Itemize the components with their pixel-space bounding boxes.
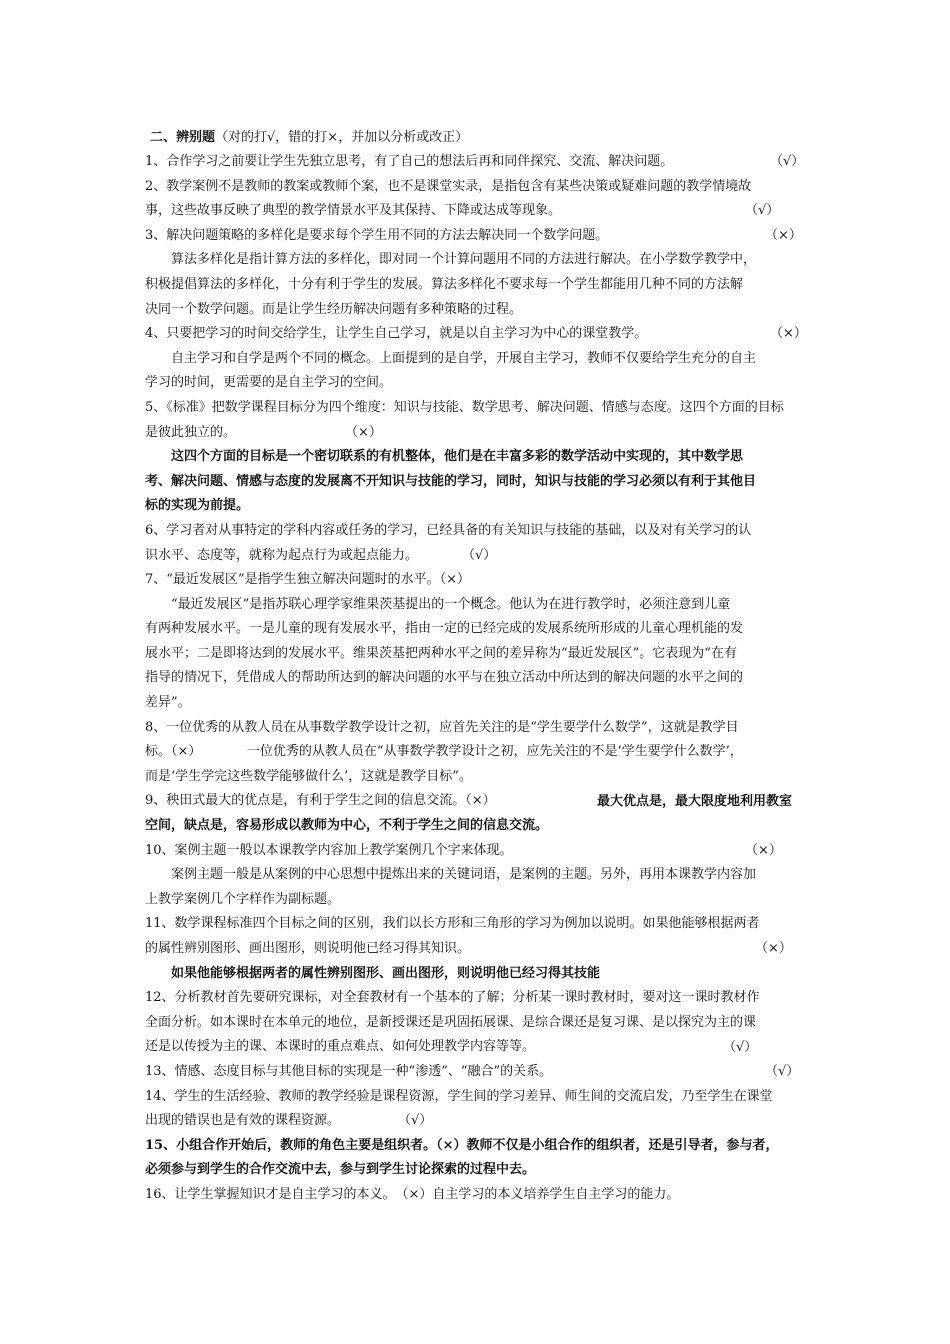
- q13-mark: （√）: [765, 1064, 800, 1079]
- q5-answer-3: 标的实现为前提。: [145, 498, 250, 514]
- q3-line: 3、解决问题策略的多样化是要求每个学生用不同的方法去解决同一个数学问题。: [145, 227, 609, 243]
- q1-mark: （√）: [770, 154, 805, 169]
- q4-line: 4、只要把学习的时间交给学生，让学生自己学习，就是以自主学习为中心的课堂教学。: [145, 326, 648, 342]
- q14-line-2: 出现的错误也是有效的课程资源。: [145, 1113, 341, 1129]
- q15-line-1: 15、小组合作开始后，教师的角色主要是组织者。（×）教师不仅是小组合作的组织者，还是引导者，参与者，: [145, 1137, 779, 1153]
- q5-mark: （×）: [345, 425, 382, 440]
- section-title: 二、辨别题: [150, 130, 216, 145]
- q7-answer-5: 差异”。: [145, 695, 191, 711]
- section-instruction: （对的打√，错的打×，并加以分析或改正）: [215, 130, 469, 145]
- q9-answer-1: 最大优点是，最大限度地利用教室: [597, 794, 793, 809]
- q7-answer-1: “最近发展区”是指苏联心理学家维果茨基提出的一个概念。他认为在进行教学时，必须注意到儿童: [145, 596, 731, 612]
- q6-line-2: 识水平、态度等，就称为起点行为或起点能力。: [145, 547, 419, 563]
- q7-line: 7、“最近发展区”是指学生独立解决问题时的水平。（×）: [145, 572, 470, 588]
- q5-answer-1: 这四个方面的目标是一个密切联系的有机整体，他们是在丰富多彩的数学活动中实现的，其中数学思: [145, 449, 744, 465]
- q9-line: 9、秧田式最大的优点是，有利于学生之间的信息交流。（×）: [145, 793, 496, 809]
- q4-mark: （×）: [770, 326, 807, 341]
- q11-answer: 如果他能够根据两者的属性辨别图形、画出图形，则说明他已经习得其技能: [145, 965, 601, 981]
- q8-line-2: 标。（×） 一位优秀的从教人员在“从事数学教学设计之初，应先关注的不是‘学生要学什么数学’，: [145, 744, 743, 760]
- q10-answer-2: 上教学案例几个字样作为副标题。: [145, 891, 341, 907]
- q7-answer-4: 指导的情况下，凭借成人的帮助所达到的解决问题的水平与在独立活动中所达到的解决问题的水平之间的: [145, 670, 744, 686]
- q14-mark: （√）: [398, 1113, 433, 1128]
- q10-mark: （×）: [745, 843, 782, 858]
- q6-mark: （√）: [462, 548, 497, 563]
- q11-mark: （×）: [755, 941, 792, 956]
- q13-line: 13、情感、态度目标与其他目标的实现是一种“渗透”、“融合”的关系。: [145, 1063, 553, 1079]
- q2-line-2: 事，这些故事反映了典型的教学情景水平及其保持、下降或达成等现象。: [145, 203, 562, 219]
- q11-line-1: 11、数学课程标准四个目标之间的区别，我们以长方形和三角形的学习为例加以说明。如果他能够根据两者: [145, 916, 760, 932]
- q7-answer-3: 展水平；二是即将达到的发展水平。维果茨基把两种水平之间的差异称为“最近发展区”。它表现为“在有: [145, 645, 737, 661]
- q4-answer-2: 学习的时间，更需要的是自主学习的空间。: [145, 375, 393, 391]
- q16-line: 16、让学生掌握知识才是自主学习的本义。 （×）自主学习的本义培养学生自主学习的能力。: [145, 1186, 680, 1202]
- q5-answer-2: 考、解决问题、情感与态度的发展离不开知识与技能的学习，同时，知识与技能的学习必须以有利于其他目: [145, 473, 757, 489]
- q8-line-3: 而是‘学生学完这些数学能够做什么’，这就是教学目标”。: [145, 768, 472, 784]
- q5-line-2: 是彼此独立的。: [145, 424, 237, 440]
- q3-mark: （×）: [765, 228, 802, 243]
- q6-line-1: 6、学习者对从事特定的学科内容或任务的学习，已经具备的有关知识与技能的基础，以及对有关学习的认: [145, 522, 752, 538]
- q12-line-2: 全面分析。如本课时在本单元的地位，是新授课还是巩固拓展课、是综合课还是复习课、是以探究为主的课: [145, 1014, 757, 1030]
- q12-line-1: 12、分析教材首先要研究课标，对全套教材有一个基本的了解；分析某一课时教材时，要对这一课时教材作: [145, 990, 760, 1006]
- q9-answer-2: 空间，缺点是，容易形成以教师为中心，不利于学生之间的信息交流。: [145, 818, 549, 834]
- q2-mark: （√）: [745, 203, 780, 218]
- q3-answer-1: 算法多样化是指计算方法的多样化，即对同一个计算问题用不同的方法进行解决。在小学数学教学中，: [145, 252, 757, 268]
- q8-line-1: 8、一位优秀的从教人员在从事数学教学设计之初，应首先关注的是“学生要学什么数学”，这就是教学目: [145, 719, 739, 735]
- q3-answer-3: 决同一个数学问题。而是让学生经历解决问题有多种策略的过程。: [145, 301, 523, 317]
- q12-mark: （√）: [723, 1040, 758, 1055]
- q10-answer-1: 案例主题一般是从案例的中心思想中提炼出来的关键词语，是案例的主题。另外，再用本课教学内容加: [145, 867, 757, 883]
- q11-line-2: 的属性辨别图形、画出图形，则说明他已经习得其知识。: [145, 941, 471, 956]
- q3-answer-2: 积极提倡算法的多样化，十分有利于学生的发展。算法多样化不要求每一个学生都能用几种不同的方法解: [145, 276, 744, 292]
- q7-answer-2: 有两种发展水平。一是儿童的现有发展水平，指由一定的已经完成的发展系统所形成的儿童心理机能的发: [145, 621, 744, 637]
- q5-line-1: 5、《标准》把数学课程目标分为四个维度：知识与技能、数学思考、解决问题、情感与态度。这四个方面的目标: [145, 399, 784, 415]
- q4-answer-1: 自主学习和自学是两个不同的概念。上面提到的是自学，开展自主学习，教师不仅要给学生充分的自主: [145, 350, 757, 366]
- q1-line: 1、合作学习之前要让学生先独立思考，有了自己的想法后再和同伴探究、交流、解决问题。: [145, 154, 674, 169]
- q10-line: 10、案例主题一般以本课教学内容加上教学案例几个字来体现。: [145, 842, 513, 858]
- q15-line-2: 必须参与到学生的合作交流中去，参与到学生讨论探索的过程中去。: [145, 1162, 536, 1178]
- q12-line-3: 还是以传授为主的课、本课时的重点难点、如何处理教学内容等等。: [145, 1039, 536, 1055]
- q14-line-1: 14、学生的生活经验、教师的教学经验是课程资源，学生间的学习差异、师生间的交流启发，乃至学生在课堂: [145, 1088, 773, 1104]
- question-list: [145, 150, 808, 1208]
- q2-line-1: 2、教学案例不是教师的教案或教师个案，也不是课堂实录，是指包含有某些决策或疑难问题的教学情境故: [145, 178, 752, 194]
- section-heading: [150, 126, 813, 151]
